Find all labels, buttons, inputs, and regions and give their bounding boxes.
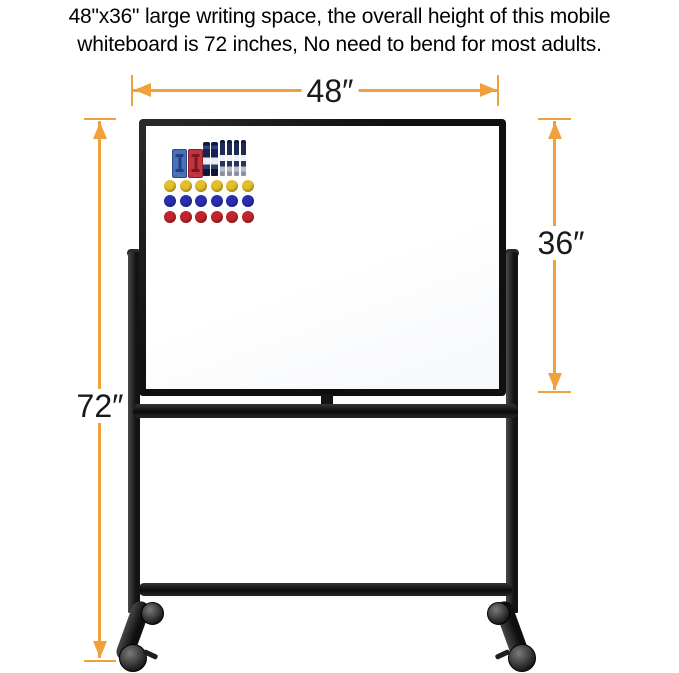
magnet-blue — [242, 195, 254, 207]
dry-erase-marker-large — [203, 142, 210, 176]
magnet-yellow — [195, 180, 207, 192]
arrowhead-down-icon — [93, 641, 107, 658]
magnet-red — [180, 211, 192, 223]
bottom-crossbar — [139, 583, 512, 596]
arrowhead-up-icon — [548, 122, 562, 139]
board-height-tick-top — [538, 118, 571, 120]
magnet-red — [195, 211, 207, 223]
stand-post-right — [506, 252, 518, 613]
dry-erase-marker — [234, 140, 239, 176]
dry-erase-marker — [241, 140, 246, 176]
magnet-yellow — [180, 180, 192, 192]
overall-height-label: 72″ — [72, 389, 129, 423]
red-eraser — [188, 149, 203, 178]
arrowhead-down-icon — [548, 373, 562, 390]
board-height-label: 36″ — [533, 226, 590, 260]
magnet-yellow — [164, 180, 176, 192]
magnet-yellow — [211, 180, 223, 192]
eraser-handle-icon — [194, 154, 197, 172]
magnet-blue — [211, 195, 223, 207]
magnet-blue — [180, 195, 192, 207]
magnet-yellow — [242, 180, 254, 192]
overall-height-tick-bottom — [84, 660, 116, 662]
dry-erase-marker — [220, 140, 225, 176]
magnet-red — [164, 211, 176, 223]
arrowhead-up-icon — [93, 122, 107, 139]
caption-line1: 48"x36" large writing space, the overall height of this mobile — [68, 5, 611, 28]
caster-wheel-icon — [141, 602, 164, 625]
caption — [0, 3, 679, 59]
magnet-red — [211, 211, 223, 223]
caption-line2: whiteboard is 72 inches, No need to bend for most adults. — [77, 33, 602, 56]
caster-wheel-icon — [119, 644, 147, 672]
eraser-handle-icon — [178, 154, 181, 172]
magnet-red — [226, 211, 238, 223]
arrowhead-left-icon — [134, 83, 151, 97]
board-height-tick-bottom — [538, 391, 571, 393]
magnet-yellow — [226, 180, 238, 192]
magnet-red — [242, 211, 254, 223]
arrowhead-right-icon — [480, 83, 497, 97]
width-label: 48″ — [302, 74, 359, 108]
caster-wheel-icon — [487, 602, 510, 625]
caster-wheel-icon — [508, 644, 536, 672]
dry-erase-marker-large — [211, 142, 218, 176]
marker-tray — [133, 404, 518, 418]
overall-height-tick-top — [84, 118, 116, 120]
dry-erase-marker — [227, 140, 232, 176]
blue-eraser — [172, 149, 187, 178]
